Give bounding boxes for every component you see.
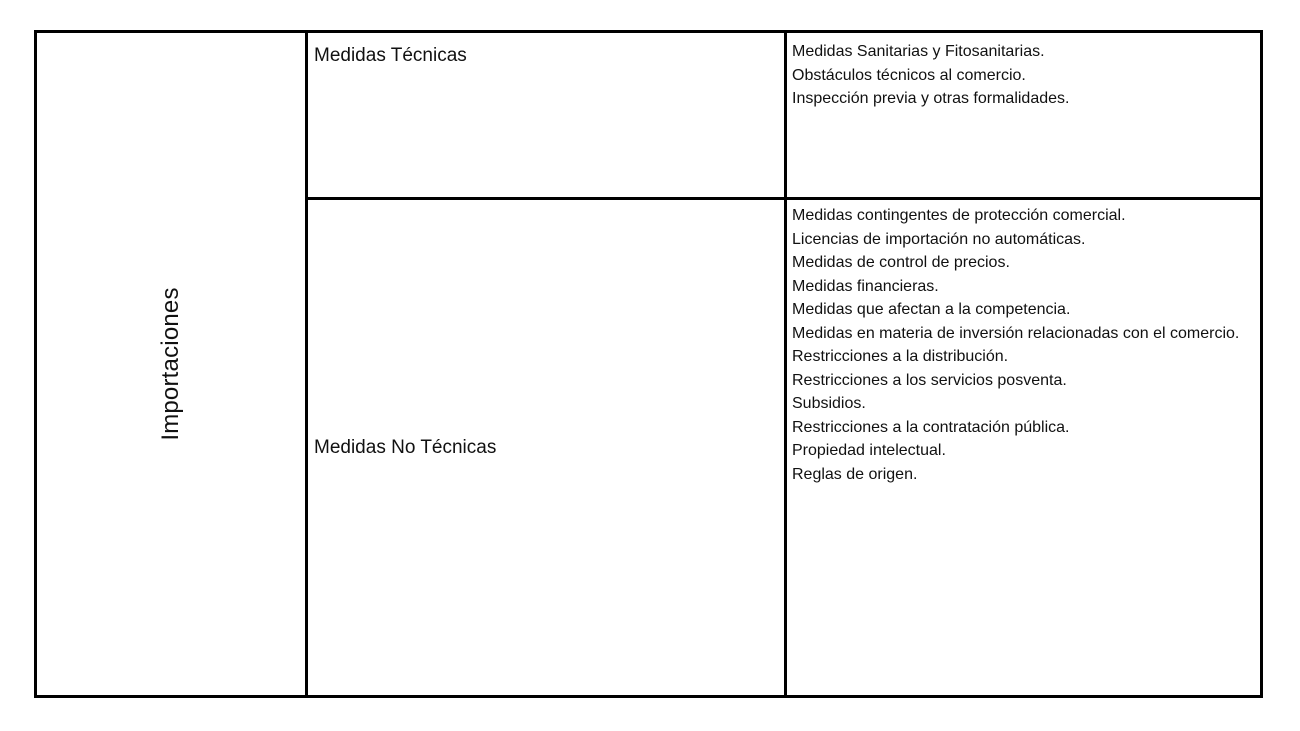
list-item: Medidas Sanitarias y Fitosanitarias. [792,43,1045,60]
list-item: Obstáculos técnicos al comercio. [792,66,1026,84]
list-item: Subsidios. [792,395,866,412]
list-item: Licencias de importación no automáticas. [792,230,1086,248]
measures-table [34,30,1263,698]
non-technical-measures-cell [308,200,787,695]
technical-measures-cell [787,33,1260,200]
non-technical-measures-list [792,204,1254,486]
list-item: Reglas de origen. [792,465,918,483]
list-item: Propiedad intelectual. [792,442,946,459]
list-item: Medidas de control de precios. [792,254,1010,271]
non-technical-measures-list-cell [787,200,1260,695]
category-label: Importaciones [157,287,184,441]
category-cell [37,33,308,695]
list-item: Medidas que afectan a la competencia. [792,301,1071,318]
technical-measures-label: Medidas Técnicas [308,33,787,200]
list-item: Restricciones a los servicios posventa. [792,371,1067,389]
list-item: Medidas financieras. [792,277,939,295]
list-item: Medidas en materia de inversión relacionadas con el comercio. [792,324,1240,342]
list-item: Inspección previa y otras formalidades. [792,90,1070,107]
technical-measures-list [792,40,1254,111]
list-item: Restricciones a la contratación pública. [792,418,1070,436]
list-item: Medidas contingentes de protección comercial. [792,207,1126,224]
list-item: Restricciones a la distribución. [792,348,1009,365]
non-technical-measures-label: Medidas No Técnicas [314,436,497,458]
